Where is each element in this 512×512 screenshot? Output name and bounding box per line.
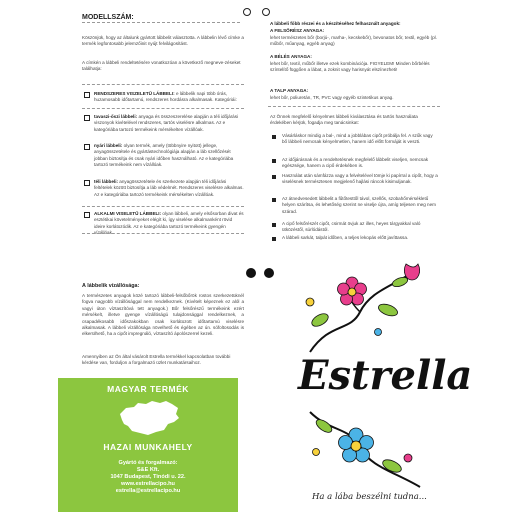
hungarian-product-badge xyxy=(58,378,238,512)
punch-hole-left xyxy=(243,8,251,16)
category-text: olyan termék, amely (többnyire nyitott) jellege, anyagösszetétele és gyártástechnológiája alapján a láb szellőzését jobban biztosítja és csak nyári időben használható. Az e kategóriába tartozó termékeink nem vízállóak. xyxy=(94,143,234,168)
upper-material-text: lehet természetes bőr (borjú-, marha-, kecskebőr), bevonatos bőr, textil, egyéb (pl. műbőr, műanyag, egyéb anyag) xyxy=(270,35,437,47)
divider xyxy=(82,233,244,234)
punch-hole-right xyxy=(262,8,270,16)
care-intro: Az Önnek megfelelő kényelmes lábbeli kiválasztása és tartós használata érdekében kérjük, fogadja meg tanácsinkat: xyxy=(270,114,418,126)
care-tip: A cipő felsőrészét cipőt, csirmát övjuk az illes, heyes tárgyakkal való ütközéstől, súrlódástól. xyxy=(282,221,421,233)
category-checkbox xyxy=(84,212,90,218)
care-tip: Az átnedvesedett lábbelit a fűtőtesttől távol, szellős, szobahőmérsékletű helyen szárítsa, és lehetőség szerint ne viselje újra, amíg teljesen meg nem szárad. xyxy=(282,196,436,214)
brand-slogan: Ha a lába beszélni tudna... xyxy=(312,492,427,502)
water-resistance-title: A lábbelik vízállósága: xyxy=(82,283,140,289)
divider xyxy=(82,108,244,109)
divider xyxy=(82,22,240,23)
company-website: www.estrellacipo.hu xyxy=(121,481,175,487)
category-text: e lábbelik napi több órás, huzamosabb időtartamú, rendszeres hordásra alkalmasak. Kategóriái: xyxy=(94,91,237,103)
tip-bullet xyxy=(272,223,276,227)
category-checkbox xyxy=(84,180,90,186)
decor-dot xyxy=(246,268,256,278)
divider xyxy=(268,106,440,107)
company-email: estrella@estrellacipo.hu xyxy=(115,488,181,494)
tip-bullet xyxy=(272,135,276,139)
category-text: anyaga és összeszerelése alapján a téli időjárási viszonyok kivételével rendszeres, tartós viselésre alkalmas. Az e kategóriába tartozó termékeink mérsékelten vízállóak. xyxy=(94,114,239,132)
category-text: anyagösszetétele és szerkezete alapján téli időjárási feltételek között biztosítja a láb védelmét. Rendszeres viselésre alkalmas. Az e kategóriába tartozó termékeink mérsékelten vízállóak. xyxy=(94,179,244,197)
category-label: RENDSZERES VISZELETŰ LÁBBELI: xyxy=(94,91,175,96)
company-name: S&E Kft. xyxy=(136,467,160,473)
care-tip: Az időjárásnak és a rendeltetésnek megfelelő lábbelit viseljen, nemcsak egészsége, hanem a cipő érdekében is. xyxy=(282,157,429,169)
hungary-map-icon xyxy=(116,398,182,438)
water-resistance-text: A természetes anyagok közé tartozó lábbeli-felsőbőrök rostos szerkezetüknél fogva nagyobb vízállósággal nem rendelkeznek. (Kivételt képeznek ez alól a vagyi úton víztaszítóvá tett anyagok.) Bőr felsőrészű termékeink ezért mérsékelt, illetve gyenge vízállóságú tulajdonsággal rendelkeznek, a csapadékosabb időszakokban csak korlátozott időtartamú viselésre alkalmasak. A lábbeli vízállósága növelhető és égében az ún. sófoltosodás is elkerülhető, ha a cipőt impregnáló, víztaszító ápolószerrel kezeli. xyxy=(82,293,244,337)
tip-bullet xyxy=(272,237,276,241)
tip-bullet xyxy=(272,175,276,179)
label-intro-paragraph: A címkén a lábbeli rendeltetésére vonatkozóan a következő megneve-zéseket találhatja: xyxy=(82,60,241,72)
category-text: olyan lábbeli, amely elsősorban divat és esztétikai követelményeket elégít ki, így viselése alkalmanként rövid ideire korlátozódik. Az e kategóriába tartozó termékeink gyengén vízállóak. xyxy=(94,211,244,236)
company-address: 1047 Budapest, Tinódi u. 22. xyxy=(110,474,186,480)
tip-bullet xyxy=(272,198,276,202)
care-tip: Vásárláskor mindig a bal-, mind a jobblábas cipőt próbálja fel. A szűk vagy bő lábbeli nemcsak kényelmetlen, hanem idő előtt formáját is veszti. xyxy=(282,133,433,145)
model-number-heading: MODELLSZÁM: xyxy=(82,14,134,21)
parts-heading-rest: főbb részei és a készítéséhez felhasznált anyagok: xyxy=(290,21,401,26)
sole-material-title: A TALP ANYAGA: xyxy=(270,88,309,93)
category-checkbox xyxy=(84,115,90,121)
lining-material-title: A BÉLÉS ANYAGA: xyxy=(270,54,312,59)
sole-material-text: lehet bőr, poliuretán, TR, PVC vagy egyéb szintetikus anyag. xyxy=(270,95,394,100)
parts-heading-bold: A lábbeli xyxy=(270,21,289,26)
tip-bullet xyxy=(272,159,276,163)
divider xyxy=(82,84,244,85)
upper-material-title: A FELSŐRÉSZ ANYAGA: xyxy=(270,28,325,33)
distributor-label: Gyártó és forgalmazó: xyxy=(118,460,178,466)
decor-dot xyxy=(264,268,274,278)
floral-ornament-top xyxy=(290,262,430,362)
category-checkbox xyxy=(84,92,90,98)
badge-line-2: HAZAI MUNKAHELY xyxy=(103,442,193,452)
category-checkbox xyxy=(84,144,90,150)
category-item xyxy=(94,179,244,198)
category-label: nyári lábbeli: xyxy=(94,143,123,148)
lining-material-text: lehet bőr, textil, műbőr illetve ezek kombinációja. FIGYELEM! Minden bőrbélés színtelítő függően a lábat, a zoknit vagy harisnyát elszínezheti! xyxy=(270,61,430,73)
badge-line-1: MAGYAR TERMÉK xyxy=(107,384,189,394)
category-item xyxy=(94,143,244,169)
estrella-logo: Estrella xyxy=(298,352,473,399)
care-tip: Használat után sámfázza vagy a felvételével tömje ki papírral a cipőt, hogy a viselésnek természtesen megjelenő hajlási ráncok kisimuljanak. xyxy=(282,173,438,185)
parts-heading xyxy=(270,21,440,27)
floral-ornament-bottom xyxy=(300,402,430,492)
category-label: téli lábbeli: xyxy=(94,179,118,184)
divider xyxy=(82,206,244,207)
category-label: ALKALMI VISELETŰ LÁBBELI: xyxy=(94,211,162,216)
category-label: tavaszi-őszi lábbeli: xyxy=(94,114,138,119)
category-item xyxy=(94,91,244,104)
intro-paragraph: Köszönjük, hogy az általunk gyártott lábbelit választotta. A lábbelin lévő címke a termék legfontosabb jelemzőinit nyújt felvilágosítást. xyxy=(82,35,244,47)
category-item xyxy=(94,114,244,133)
contact-note: Amennyiben az Ön által vásárolt Estrella termékkel kapcsolatban további kérdése van, forduljon a forgalmazó üzlet munkatársaihoz. xyxy=(82,354,231,366)
care-tip: A lábbeli sarkát, talpát időben, a teljes lekopás előtt javíttassa. xyxy=(282,235,409,240)
